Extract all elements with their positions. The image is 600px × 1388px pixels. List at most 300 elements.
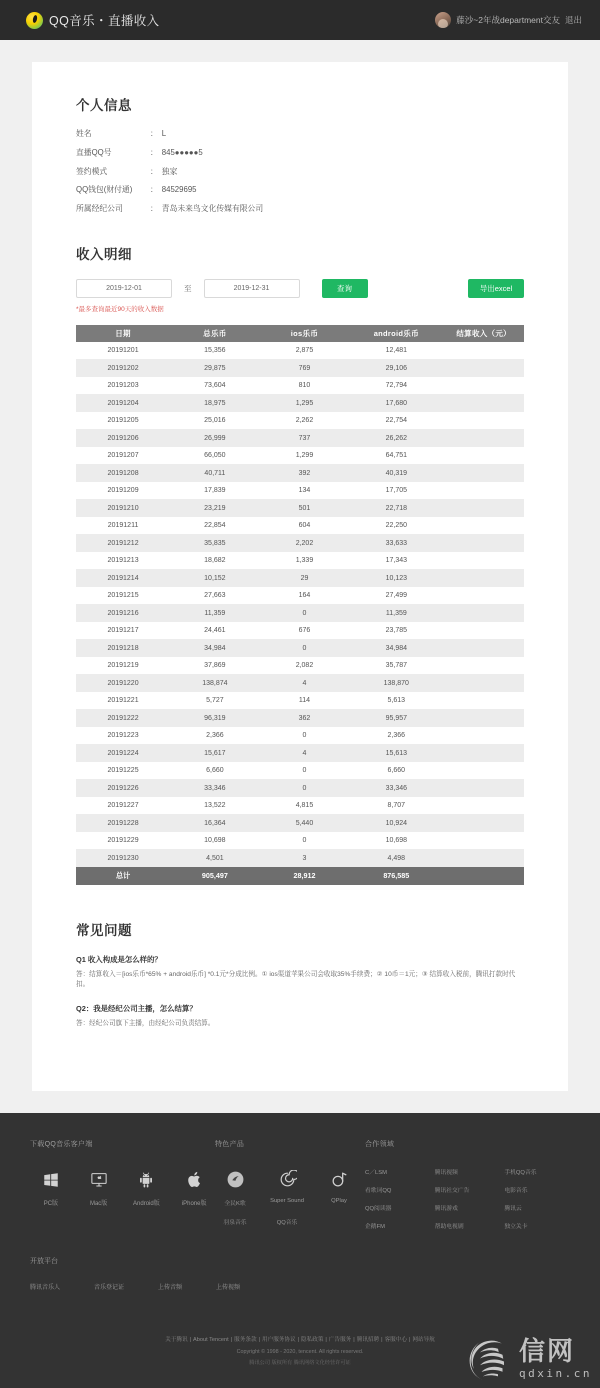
cell-date: 20191226 [76, 779, 170, 797]
cell-android-coins: 72,794 [349, 377, 443, 395]
cell-ios-coins: 392 [260, 464, 350, 482]
cell-ios-coins: 3 [260, 849, 350, 867]
partner-link[interactable]: QQ阅读器 [365, 1205, 392, 1212]
column-header-android-coins: android乐币 [349, 325, 443, 342]
footer-links-title: 合作领域 [365, 1140, 395, 1148]
android-icon [126, 1167, 168, 1193]
cell-android-coins: 2,366 [349, 727, 443, 745]
profile-value: 青岛未来鸟文化传媒有限公司 [161, 204, 264, 214]
cell-ios-coins: 2,202 [260, 534, 350, 552]
end-date-input[interactable]: 2019-12-31 [204, 279, 300, 298]
table-row [76, 692, 524, 710]
cell-ios-coins: 0 [260, 832, 350, 850]
start-date-input[interactable]: 2019-12-01 [76, 279, 172, 298]
cell-settlement [443, 674, 524, 692]
supersound-icon [267, 1167, 307, 1193]
table-row [76, 377, 524, 395]
cell-settlement [443, 727, 524, 745]
cell-android-coins: 40,319 [349, 464, 443, 482]
cell-android-coins: 8,707 [349, 797, 443, 815]
cell-total-coins: 15,617 [170, 744, 260, 762]
faq-question: Q1 收入构成是怎么样的？ [76, 954, 162, 964]
cell-settlement [443, 639, 524, 657]
cell-total-coins: 23,219 [170, 499, 260, 517]
cell-settlement [443, 779, 524, 797]
cell-date: 20191206 [76, 429, 170, 447]
export-excel-button[interactable]: 导出excel [468, 279, 524, 298]
cell-date: 20191225 [76, 762, 170, 780]
watermark-name: 信网 [519, 1337, 576, 1368]
profile-label: 姓名 [76, 129, 92, 138]
cell-android-coins: 12,481 [349, 342, 443, 360]
footer-link[interactable]: 服务条款 [234, 1336, 257, 1343]
cell-android-coins: 6,660 [349, 762, 443, 780]
cell-ios-coins: 0 [260, 762, 350, 780]
link-separator: | [408, 1336, 411, 1343]
product-label: Super Sound [270, 1197, 304, 1204]
cell-settlement [443, 762, 524, 780]
faq-answer: 答：经纪公司旗下主播，由经纪公司负责结算。 [76, 1019, 215, 1027]
profile-value: 独家 [161, 166, 178, 176]
profile-value: 845●●●●●5 [161, 147, 203, 157]
cell-android-coins: 15,613 [349, 744, 443, 762]
cell-total-coins: 17,839 [170, 482, 260, 500]
apple-icon [173, 1167, 215, 1193]
product-label: QPlay [331, 1197, 347, 1204]
product-item-supersound[interactable] [267, 1167, 307, 1207]
table-row [76, 412, 524, 430]
cell-android-coins: 64,751 [349, 447, 443, 465]
product-link[interactable]: 羽泉音乐 [223, 1219, 247, 1226]
table-row [76, 832, 524, 850]
cell-date: 20191216 [76, 604, 170, 622]
cell-ios-coins: 737 [260, 429, 350, 447]
income-table-body [76, 342, 524, 885]
cell-android-coins: 95,957 [349, 709, 443, 727]
cell-android-coins: 17,705 [349, 482, 443, 500]
cell-total-coins: 138,874 [170, 674, 260, 692]
table-row [76, 342, 524, 360]
cell-android-coins: 10,924 [349, 814, 443, 832]
cell-android-coins: 23,785 [349, 622, 443, 640]
windows-icon [30, 1167, 72, 1193]
table-row [76, 744, 524, 762]
avatar[interactable] [435, 12, 451, 28]
cell-date: 20191227 [76, 797, 170, 815]
cell-settlement [443, 709, 524, 727]
cell-android-coins: 33,346 [349, 779, 443, 797]
faq-question: Q2：我是经纪公司主播，怎么结算？ [76, 1004, 197, 1014]
brand-area[interactable] [26, 11, 160, 29]
download-label: Android版 [133, 1200, 160, 1207]
user-area [435, 12, 582, 28]
product-label: 全民K歌 [224, 1200, 246, 1207]
table-row [76, 587, 524, 605]
cell-android-coins: 22,754 [349, 412, 443, 430]
download-item-iphone[interactable] [173, 1167, 215, 1207]
cell-date: 20191203 [76, 377, 170, 395]
cell-android-coins: 17,680 [349, 394, 443, 412]
open-platform-link[interactable]: 腾讯音乐人 [30, 1284, 61, 1291]
logout-button[interactable]: 退出 [564, 15, 582, 25]
open-platform-link[interactable]: 音乐登记证 [94, 1284, 125, 1291]
footer-download-title: 下载QQ音乐客户端 [30, 1140, 93, 1148]
profile-label: 所属经纪公司 [76, 204, 123, 214]
cell-android-coins: 29,106 [349, 359, 443, 377]
footer-download-column [30, 1139, 215, 1207]
profile-colon: ： [150, 166, 158, 176]
table-row [76, 657, 524, 675]
cell-date: 20191207 [76, 447, 170, 465]
cell-total-coins: 26,999 [170, 429, 260, 447]
cell-android-coins: 22,250 [349, 517, 443, 535]
partner-link[interactable]: 腾讯视频 [434, 1169, 458, 1176]
cell-date: 20191224 [76, 744, 170, 762]
cell-date: 20191221 [76, 692, 170, 710]
query-range-tip: *最多查询最近90天的收入数据 [76, 305, 164, 313]
cell-settlement [443, 359, 524, 377]
cell-settlement [443, 464, 524, 482]
total-cell-settlement [443, 867, 524, 885]
table-row [76, 779, 524, 797]
cell-ios-coins: 0 [260, 604, 350, 622]
cell-date: 20191230 [76, 849, 170, 867]
table-row [76, 727, 524, 745]
table-row [76, 429, 524, 447]
cell-android-coins: 10,123 [349, 569, 443, 587]
cell-total-coins: 33,346 [170, 779, 260, 797]
profile-label: QQ钱包(财付通) [76, 185, 133, 195]
mac-display-icon [78, 1167, 120, 1193]
cell-date: 20191208 [76, 464, 170, 482]
table-row [76, 814, 524, 832]
profile-section-title: 个人信息 [76, 98, 132, 113]
open-platform-links [30, 1282, 570, 1291]
cell-date: 20191211 [76, 517, 170, 535]
link-separator: | [297, 1336, 300, 1343]
cell-android-coins: 10,698 [349, 832, 443, 850]
download-item-mac[interactable] [78, 1167, 120, 1207]
table-row [76, 797, 524, 815]
open-platform-title: 开放平台 [30, 1257, 58, 1265]
download-item-android[interactable] [126, 1167, 168, 1207]
page-wrapper [0, 40, 600, 1091]
profile-value: L [161, 129, 167, 138]
partner-link[interactable]: 电影音乐 [504, 1187, 528, 1194]
product-item-list [215, 1167, 365, 1207]
total-cell-date: 总计 [76, 867, 170, 885]
content-card [32, 62, 568, 1091]
cell-ios-coins: 1,295 [260, 394, 350, 412]
profile-colon: ： [150, 129, 158, 138]
footer-link[interactable]: 网站导航 [412, 1336, 435, 1343]
cell-date: 20191212 [76, 534, 170, 552]
table-row [76, 639, 524, 657]
cell-total-coins: 18,682 [170, 552, 260, 570]
cell-android-coins: 27,499 [349, 587, 443, 605]
cell-settlement [443, 429, 524, 447]
column-header-settlement: 结算收入（元） [443, 325, 524, 342]
cell-android-coins: 22,718 [349, 499, 443, 517]
cell-settlement [443, 342, 524, 360]
page-footer [0, 1113, 600, 1388]
cell-settlement [443, 394, 524, 412]
cell-total-coins: 2,366 [170, 727, 260, 745]
cell-date: 20191217 [76, 622, 170, 640]
footer-link[interactable]: 客服中心 [384, 1336, 407, 1343]
table-row [76, 499, 524, 517]
partner-link[interactable]: 企鹅FM [365, 1223, 385, 1230]
cell-date: 20191210 [76, 499, 170, 517]
cell-date: 20191219 [76, 657, 170, 675]
total-cell-ios-coins: 28,912 [260, 867, 350, 885]
cell-total-coins: 96,319 [170, 709, 260, 727]
cell-date: 20191218 [76, 639, 170, 657]
footer-link[interactable]: 隐私政策 [301, 1336, 324, 1343]
copyright-text: Copyright © 1998 - 2020, tencent. All rights reserved. [236, 1348, 364, 1355]
product-link[interactable]: QQ音乐 [276, 1219, 298, 1226]
link-separator: | [325, 1336, 327, 1343]
income-table [76, 325, 524, 885]
table-row [76, 709, 524, 727]
link-separator: | [189, 1336, 192, 1343]
footer-bottom-links [0, 1335, 600, 1346]
partner-link[interactable]: 帮助电视剧 [434, 1223, 464, 1230]
cell-android-coins: 138,870 [349, 674, 443, 692]
cell-settlement [443, 832, 524, 850]
cell-ios-coins: 4,815 [260, 797, 350, 815]
cell-total-coins: 29,875 [170, 359, 260, 377]
table-row [76, 447, 524, 465]
footer-products-title: 特色产品 [215, 1140, 245, 1148]
cell-total-coins: 25,016 [170, 412, 260, 430]
faq-answer: 答：结算收入＝[ios乐币*65% + android乐币] *0.1元*分成比例。① ios渠道苹果公司会收取35%手续费；② 10币＝1元；③ 结算收入税前，腾讯打款时代扣。 [76, 970, 516, 988]
qplay-icon [319, 1167, 359, 1193]
cell-android-coins: 4,498 [349, 849, 443, 867]
cell-android-coins: 33,633 [349, 534, 443, 552]
cell-ios-coins: 604 [260, 517, 350, 535]
icp-text: 腾讯公司 版权所有 腾讯网络文化经营许可证 [249, 1359, 351, 1366]
date-range-separator: 至 [184, 283, 192, 293]
cell-total-coins: 34,984 [170, 639, 260, 657]
partner-link[interactable]: 手机QQ音乐 [504, 1169, 537, 1176]
total-cell-total-coins: 905,497 [170, 867, 260, 885]
cell-settlement [443, 377, 524, 395]
footer-bottom [0, 1321, 600, 1388]
footer-link[interactable]: About Tencent [193, 1336, 229, 1343]
table-row [76, 762, 524, 780]
partner-link-grid [365, 1167, 570, 1230]
profile-colon: ： [150, 204, 158, 214]
table-row [76, 849, 524, 867]
cell-ios-coins: 4 [260, 744, 350, 762]
download-label: Mac版 [89, 1200, 108, 1207]
cell-total-coins: 73,604 [170, 377, 260, 395]
cell-settlement [443, 604, 524, 622]
cell-settlement [443, 482, 524, 500]
table-row [76, 482, 524, 500]
cell-total-coins: 22,854 [170, 517, 260, 535]
cell-ios-coins: 362 [260, 709, 350, 727]
cell-settlement [443, 412, 524, 430]
cell-settlement [443, 692, 524, 710]
cell-total-coins: 15,356 [170, 342, 260, 360]
column-header-date: 日期 [76, 325, 170, 342]
query-button[interactable]: 查询 [322, 279, 368, 298]
cell-android-coins: 11,359 [349, 604, 443, 622]
cell-total-coins: 27,663 [170, 587, 260, 605]
partner-link[interactable]: 腾讯社交广告 [434, 1187, 470, 1194]
table-row [76, 534, 524, 552]
qq-music-logo-icon [26, 12, 43, 29]
cell-date: 20191209 [76, 482, 170, 500]
download-item-list [30, 1167, 215, 1207]
income-section-title: 收入明细 [76, 246, 132, 262]
profile-row [76, 149, 524, 157]
open-platform-link[interactable]: 上传音频 [158, 1284, 183, 1291]
cell-total-coins: 11,359 [170, 604, 260, 622]
table-row [76, 674, 524, 692]
cell-total-coins: 5,727 [170, 692, 260, 710]
cell-ios-coins: 29 [260, 569, 350, 587]
cell-date: 20191214 [76, 569, 170, 587]
cell-ios-coins: 2,262 [260, 412, 350, 430]
cell-ios-coins: 769 [260, 359, 350, 377]
cell-android-coins: 5,613 [349, 692, 443, 710]
table-row [76, 552, 524, 570]
download-item-pc[interactable] [30, 1167, 72, 1207]
cell-total-coins: 16,364 [170, 814, 260, 832]
partner-link[interactable]: 腾讯游戏 [434, 1205, 458, 1212]
cell-ios-coins: 2,082 [260, 657, 350, 675]
link-separator: | [353, 1336, 355, 1343]
table-row [76, 517, 524, 535]
cell-ios-coins: 0 [260, 779, 350, 797]
cell-ios-coins: 501 [260, 499, 350, 517]
cell-ios-coins: 2,875 [260, 342, 350, 360]
cell-android-coins: 34,984 [349, 639, 443, 657]
partner-link[interactable]: C／LSM [365, 1169, 387, 1176]
cell-ios-coins: 1,299 [260, 447, 350, 465]
cell-total-coins: 10,152 [170, 569, 260, 587]
download-label: PC版 [43, 1200, 59, 1207]
profile-label: 签约模式 [76, 166, 108, 176]
link-separator: | [381, 1336, 383, 1343]
table-total-row [76, 867, 524, 885]
profile-value: 84529695 [161, 185, 197, 195]
cell-date: 20191213 [76, 552, 170, 570]
cell-date: 20191215 [76, 587, 170, 605]
cell-settlement [443, 534, 524, 552]
profile-row [76, 186, 524, 194]
cell-date: 20191223 [76, 727, 170, 745]
product-item-kge[interactable] [215, 1167, 255, 1207]
table-row [76, 394, 524, 412]
profile-colon: ： [150, 147, 158, 157]
partner-link[interactable]: 独立关卡 [504, 1223, 528, 1230]
cell-settlement [443, 657, 524, 675]
partner-link[interactable]: 腾讯云 [504, 1205, 522, 1212]
footer-link[interactable]: 用户服务协议 [262, 1336, 296, 1343]
cell-total-coins: 37,869 [170, 657, 260, 675]
income-table-header [76, 325, 524, 342]
table-row [76, 464, 524, 482]
column-header-total-coins: 总乐币 [170, 325, 260, 342]
cell-ios-coins: 810 [260, 377, 350, 395]
cell-date: 20191228 [76, 814, 170, 832]
cell-settlement [443, 849, 524, 867]
kge-icon [215, 1167, 255, 1193]
link-separator: | [230, 1336, 233, 1343]
footer-products-column [215, 1139, 365, 1226]
partner-link[interactable]: 看歌词QQ [365, 1187, 392, 1194]
user-name: 藤沙~2年战department交友 [456, 15, 560, 25]
cell-settlement [443, 517, 524, 535]
cell-ios-coins: 0 [260, 639, 350, 657]
footer-link[interactable]: 广告服务 [328, 1336, 352, 1343]
cell-settlement [443, 587, 524, 605]
download-label: iPhone版 [181, 1200, 207, 1207]
cell-date: 20191202 [76, 359, 170, 377]
cell-ios-coins: 4 [260, 674, 350, 692]
income-section [76, 243, 524, 313]
profile-list [76, 130, 524, 213]
table-row [76, 604, 524, 622]
footer-links-column [365, 1139, 570, 1230]
cell-date: 20191201 [76, 342, 170, 360]
cell-settlement [443, 814, 524, 832]
cell-total-coins: 24,461 [170, 622, 260, 640]
cell-settlement [443, 744, 524, 762]
cell-date: 20191204 [76, 394, 170, 412]
top-navigation-bar [0, 0, 600, 40]
profile-row [76, 205, 524, 213]
profile-label: 直播QQ号 [76, 147, 112, 157]
cell-ios-coins: 5,440 [260, 814, 350, 832]
cell-ios-coins: 164 [260, 587, 350, 605]
table-row [76, 569, 524, 587]
link-separator: | [258, 1336, 260, 1343]
open-platform-section [0, 1230, 600, 1291]
cell-total-coins: 40,711 [170, 464, 260, 482]
open-platform-link[interactable]: 上传视频 [216, 1284, 241, 1291]
cell-date: 20191205 [76, 412, 170, 430]
cell-date: 20191220 [76, 674, 170, 692]
footer-link[interactable]: 关于腾讯 [165, 1336, 188, 1343]
table-header-row [76, 325, 524, 342]
product-secondary-links [215, 1217, 365, 1226]
cell-android-coins: 17,343 [349, 552, 443, 570]
footer-link[interactable]: 腾讯招聘 [356, 1336, 380, 1343]
table-row [76, 359, 524, 377]
profile-row [76, 168, 524, 176]
cell-total-coins: 10,698 [170, 832, 260, 850]
cell-settlement [443, 797, 524, 815]
cell-settlement [443, 552, 524, 570]
faq-section-title: 常见问题 [76, 922, 132, 938]
cell-total-coins: 6,660 [170, 762, 260, 780]
table-row [76, 622, 524, 640]
profile-colon: ： [150, 185, 158, 195]
product-item-qplay[interactable] [319, 1167, 359, 1207]
cell-ios-coins: 0 [260, 727, 350, 745]
cell-ios-coins: 114 [260, 692, 350, 710]
cell-ios-coins: 676 [260, 622, 350, 640]
cell-total-coins: 13,522 [170, 797, 260, 815]
cell-ios-coins: 1,339 [260, 552, 350, 570]
cell-total-coins: 18,975 [170, 394, 260, 412]
cell-settlement [443, 622, 524, 640]
